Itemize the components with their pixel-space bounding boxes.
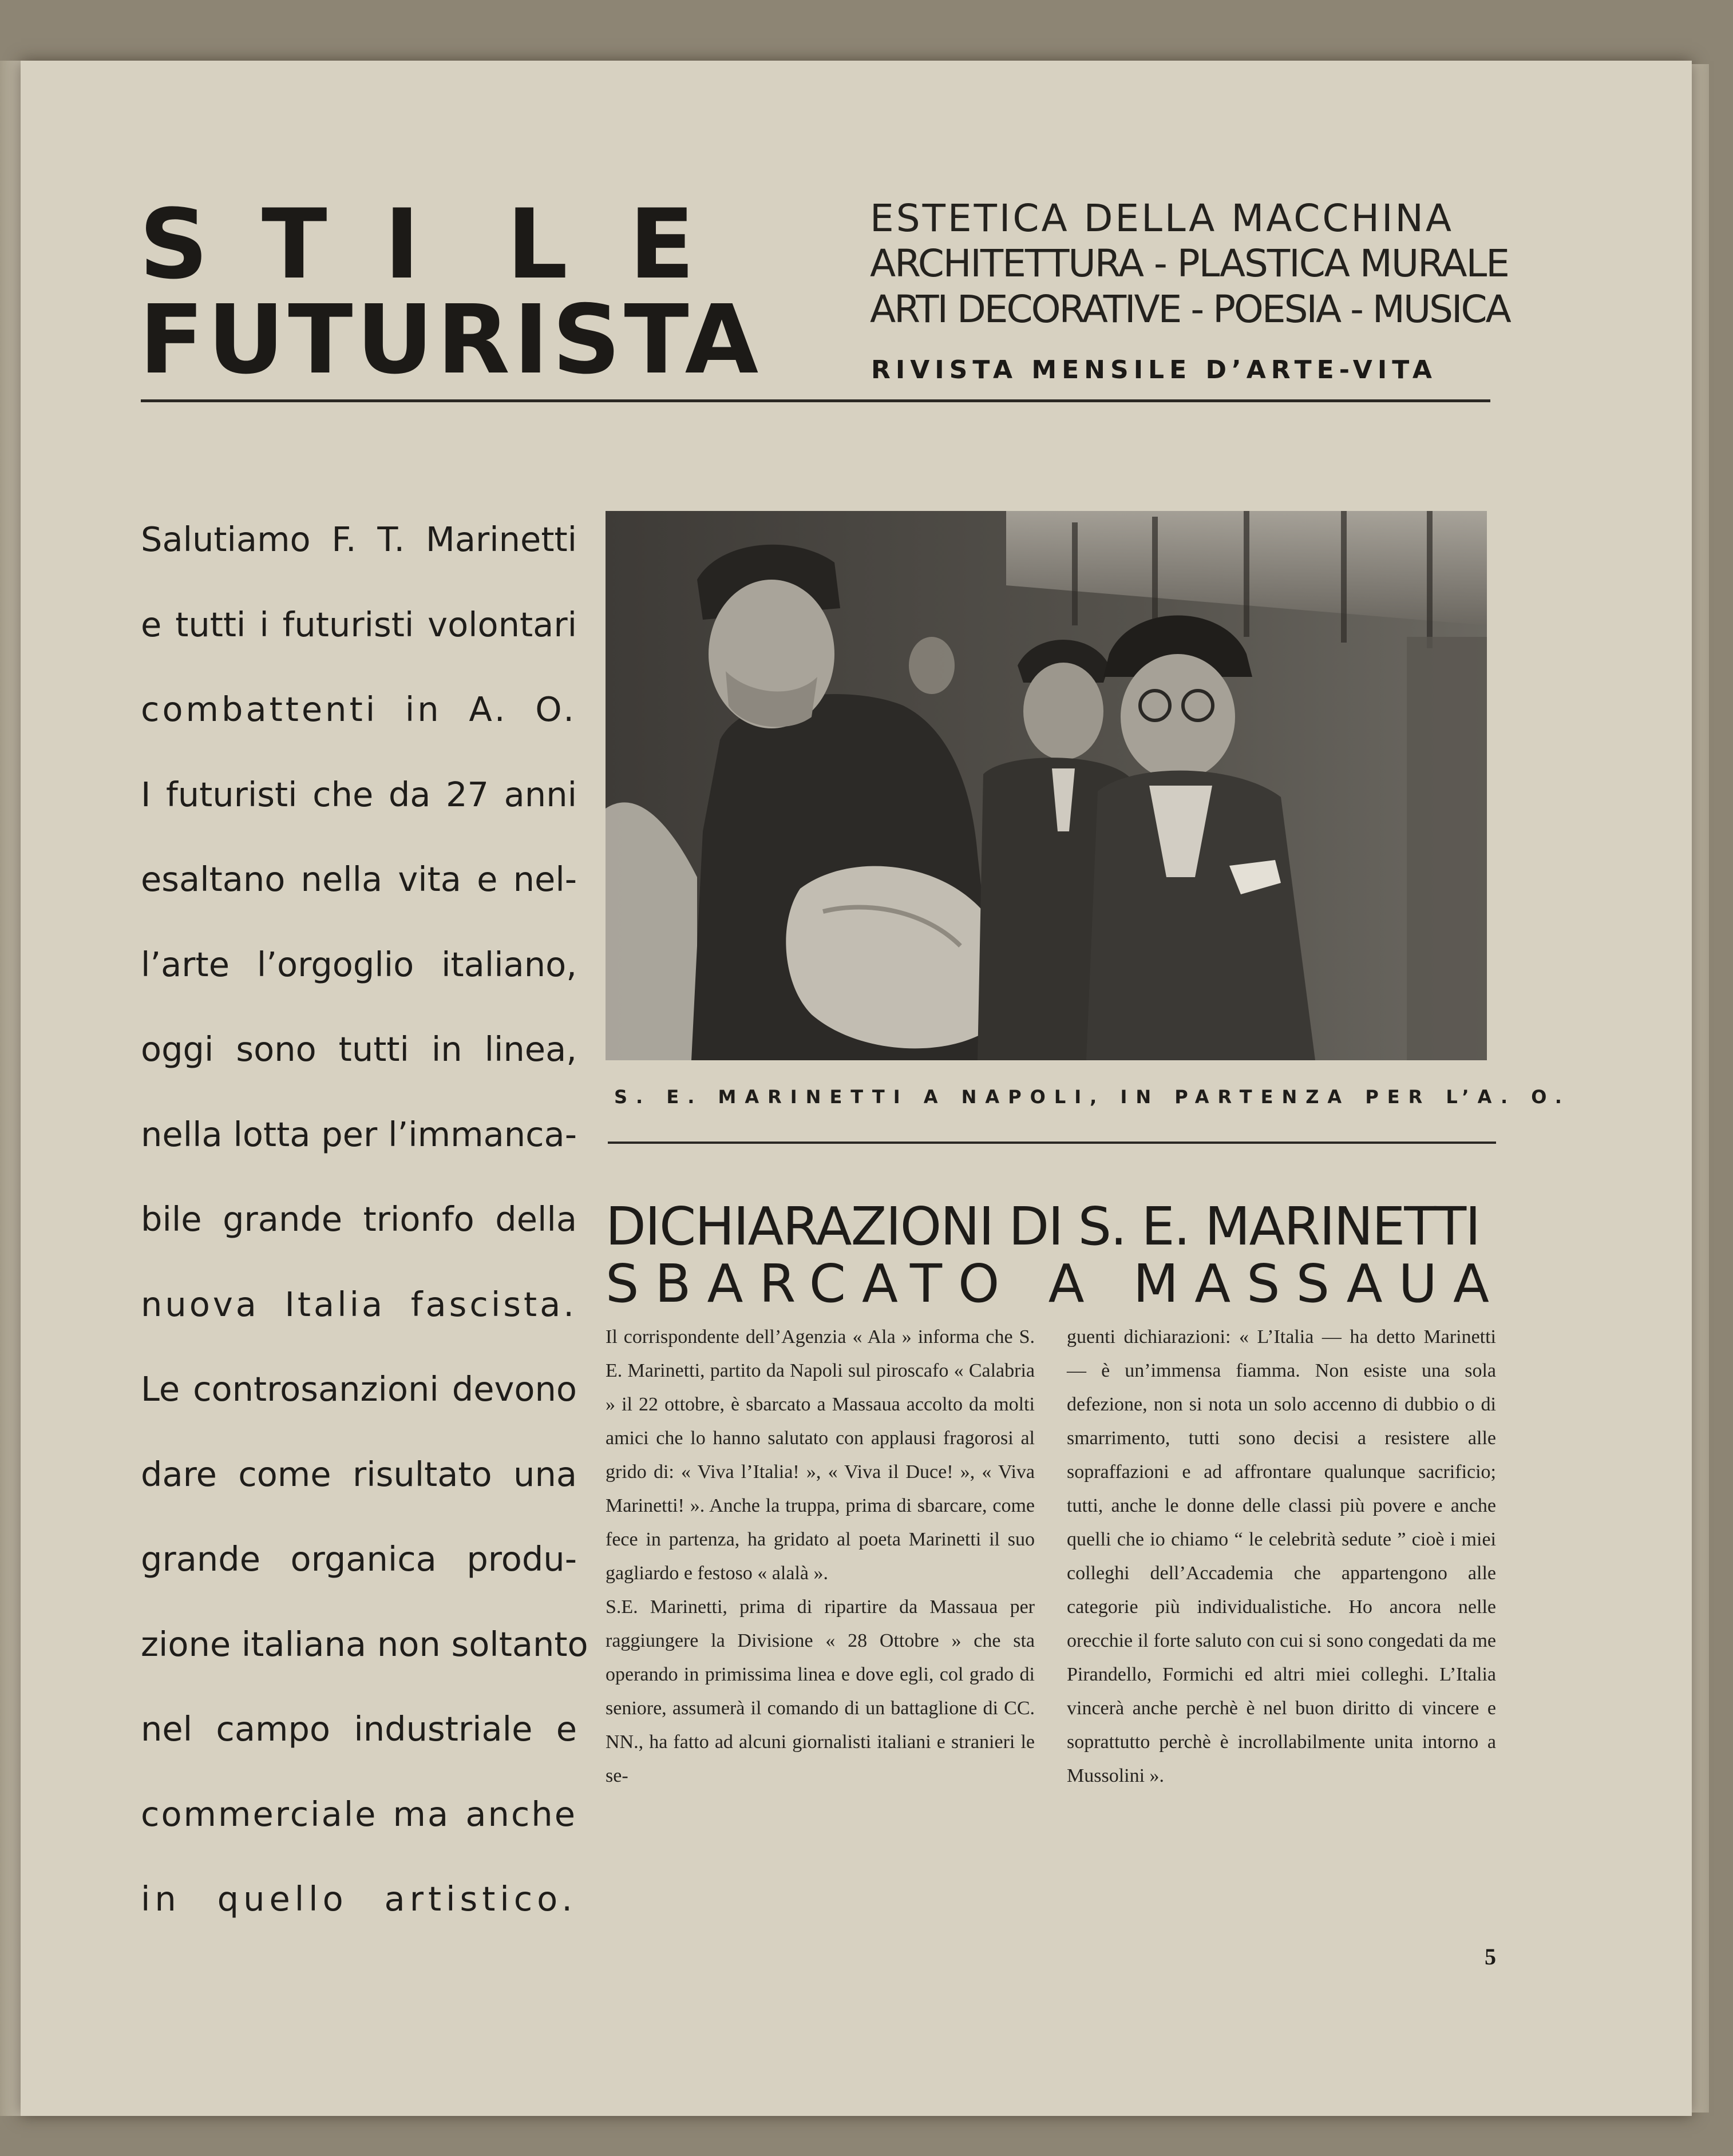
article-heading-line2: SBARCATO A MASSAUA [606, 1253, 1505, 1314]
masthead-monthly-label: RIVISTA MENSILE D’ARTE-VITA [871, 355, 1437, 385]
photo-marinetti-naples [606, 511, 1487, 1060]
left-column-line: commerciale ma anche [141, 1794, 577, 1834]
masthead-title-stile [139, 188, 751, 300]
left-column-line: nella lotta per l’immanca- [141, 1114, 577, 1154]
article-column-1 [606, 1320, 1035, 1793]
left-column-line: combattenti in A. O. [141, 689, 577, 729]
left-column-line: oggi sono tutti in linea, [141, 1029, 577, 1069]
title-letter: L [507, 188, 568, 300]
left-column-line: I futuristi che da 27 anni [141, 774, 577, 814]
page-edge [1692, 64, 1709, 2113]
left-column-line: Le controsanzioni devono [141, 1369, 577, 1409]
masthead-subtitle-line: ESTETICA DELLA MACCHINA [870, 196, 1454, 240]
left-column-line: nuova Italia fascista. [141, 1284, 577, 1324]
photo-illustration [606, 511, 1487, 1060]
left-column-line: in quello artistico. [141, 1879, 577, 1919]
article-paragraph: guenti dichiarazioni: « L’Italia — ha detto Marinetti — è un’immensa fiamma. Non esiste una sola defezione, non si nota un solo accenno di dubbio o di smarrimento, tutti sono decisi a resistere alle sopraffazioni e ad affrontare qualunque sacrificio; tutti, anche le donne delle classi più povere e anche quelli che io chiamo “ le celebrità sedute ” cioè i miei colleghi dell’Accademia che appartengono alle categorie più individualistiche. Ho ancora nelle orecchie il forte saluto con cui si sono congedati da me Pirandello, Formichi ed altri miei colleghi. L’Italia vincerà anche perchè è nel buon diritto di vincere e soprattutto perchè è incrollabilmente unita intorno a Mussolini ». [1067, 1326, 1496, 1786]
left-column-line: grande organica produ- [141, 1539, 577, 1579]
masthead-divider [141, 399, 1490, 402]
left-column-line: esaltano nella vita e nel- [141, 859, 577, 899]
caption-divider [608, 1142, 1496, 1144]
article-heading-line1: DICHIARAZIONI DI S. E. MARINETTI [606, 1196, 1480, 1257]
article-paragraph: S.E. Marinetti, prima di ripartire da Massaua per raggiungere la Divisione « 28 Ottobre » che sta operando in primissima linea e dove egli, col grado di seniore, assumerà il comando di un battaglione di CC. NN., ha fatto ad alcuni giornalisti italiani e stranieri le se- [606, 1596, 1035, 1786]
left-column-line: nel campo industriale e [141, 1709, 577, 1749]
photo-caption: S. E. MARINETTI A NAPOLI, IN PARTENZA PER L’A. O. [614, 1086, 1570, 1108]
title-letter: I [384, 188, 420, 300]
masthead-subtitle-line: ARCHITETTURA - PLASTICA MURALE [870, 241, 1509, 286]
article-paragraph: Il corrispondente dell’Agenzia « Ala » informa che S. E. Marinetti, partito da Napoli sul piroscafo « Calabria » il 22 ottobre, è sbarcato a Massaua accolto da molti amici che lo hanno salutato con applausi fragorosi al grido di: « Viva l’Italia! », « Viva il Duce! », « Viva Marinetti! ». Anche la truppa, prima di sbarcare, come fece in partenza, ha gridato al poeta Marinetti il suo gagliardo e festoso « alalà ». [606, 1326, 1035, 1584]
masthead-title-futurista: FUTURISTA [139, 285, 762, 395]
title-letter: S [139, 188, 208, 300]
title-letter: T [262, 188, 327, 300]
left-column-line: e tutti i futuristi volontari [141, 604, 577, 644]
left-column-line: zione italiana non soltanto [141, 1624, 588, 1664]
left-column-text [141, 512, 588, 1957]
left-column-line: dare come risultato una [141, 1454, 577, 1494]
masthead-subtitle-line: ARTI DECORATIVE - POESIA - MUSICA [870, 287, 1510, 331]
title-letter: E [629, 188, 695, 300]
page-number: 5 [1485, 1944, 1496, 1969]
left-column-line: Salutiamo F. T. Marinetti [141, 520, 577, 559]
article-column-2 [1067, 1320, 1496, 1793]
left-column-line: l’arte l’orgoglio italiano, [141, 944, 577, 984]
left-column-line: bile grande trionfo della [141, 1199, 577, 1239]
